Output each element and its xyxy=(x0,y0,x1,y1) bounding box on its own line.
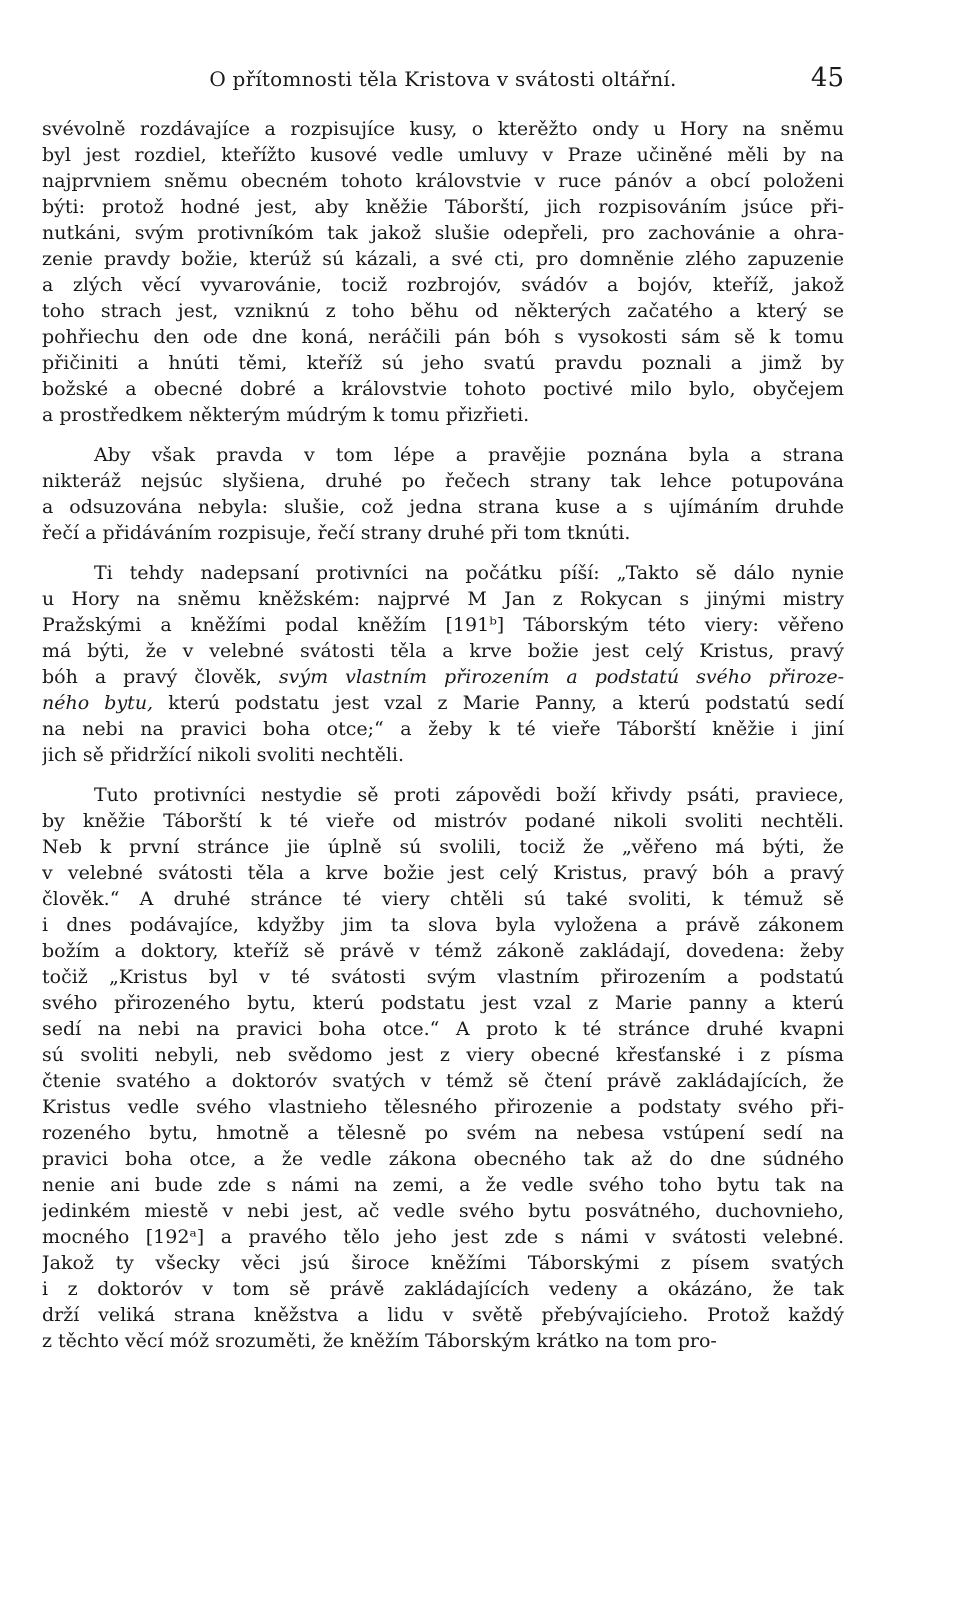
text-line xyxy=(42,376,844,402)
text-segment: býti: protož hodné jest, aby kněžie Táborští, jich rozpisováním jsúce při- xyxy=(42,196,844,218)
text-segment: a prostředkem některým múdrým k tomu přizřieti. xyxy=(42,404,530,426)
text-segment: v velebné svátosti těla a krve božie jest celý Kristus, pravý bóh a pravý xyxy=(42,862,844,884)
text-segment: člověk.“ A druhé stránce té viery chtěli sú také svoliti, k témuž sě xyxy=(42,888,844,910)
text-line xyxy=(42,442,844,468)
text-line xyxy=(42,520,844,546)
text-line xyxy=(42,1328,844,1354)
text-segment: na nebi na pravici boha otce;“ a žeby k té vieře Táborští kněžie i jiní xyxy=(42,718,844,740)
paragraph xyxy=(42,116,844,428)
text-segment: i z doktoróv v tom sě právě zakládajících vedeny a okázáno, že tak xyxy=(42,1278,844,1300)
text-line xyxy=(42,990,844,1016)
page-number: 45 xyxy=(810,63,844,93)
text-segment: toho strach jest, vzniknú z toho běhu od některých začatého a který se xyxy=(42,300,844,322)
text-line xyxy=(42,494,844,520)
text-line xyxy=(42,142,844,168)
text-segment: Kristus vedle svého vlastnieho tělesného přirozenie a podstaty svého při- xyxy=(42,1096,844,1118)
book-page xyxy=(42,0,844,1614)
text-line xyxy=(42,586,844,612)
italic-text: ného bytu, xyxy=(42,692,154,714)
text-segment: sú svoliti nebyli, neb svědomo jest z viery obecné křesťanské i z písma xyxy=(42,1044,844,1066)
text-segment: Tuto protivníci nestydie sě proti zápovědi boží křivdy psáti, praviece, xyxy=(94,784,844,806)
text-line xyxy=(42,912,844,938)
text-segment: a zlých věcí vyvarovánie, tociž rozbrojóv, svádóv a bojóv, kteříž, jakož xyxy=(42,274,844,296)
text-segment: i dnes podávajíce, kdyžby jim ta slova byla vyložena a právě zákonem xyxy=(42,914,844,936)
text-line xyxy=(42,612,844,638)
text-segment: čtenie svatého a doktoróv svatých v témž sě čtení právě zakládajících, že xyxy=(42,1070,844,1092)
text-segment: Neb k první stránce jie úplně sú svolili, tociž že „věřeno má býti, že xyxy=(42,836,844,858)
text-segment: Jakož ty všecky věci jsú široce kněžími Táborskými z písem svatých xyxy=(42,1252,844,1274)
text-line xyxy=(42,168,844,194)
paragraph xyxy=(42,442,844,546)
text-segment: a odsuzována nebyla: slušie, což jedna strana kuse a s ujímáním druhde xyxy=(42,496,844,518)
text-line xyxy=(42,272,844,298)
text-segment: nenie ani bude zde s námi na zemi, a že vedle svého toho bytu tak na xyxy=(42,1174,844,1196)
text-segment: mocného [192ᵃ] a pravého tělo jeho jest zde s námi v svátosti velebné. xyxy=(42,1226,844,1248)
text-segment: nutkáni, svým protivníkóm tak jakož slušie odepřeli, pro zachovánie a ohra- xyxy=(42,222,844,244)
text-segment: kterú podstatu jest vzal z Marie Panny, a kterú podstatú sedí xyxy=(153,692,844,714)
text-segment: božské a obecné dobré a královstvie tohoto poctivé milo bylo, obyčejem xyxy=(42,378,844,400)
text-line xyxy=(42,664,844,690)
text-segment: jedinkém miestě v nebi jest, ač vedle svého bytu posvátného, duchovnieho, xyxy=(42,1200,844,1222)
page-header xyxy=(42,63,844,99)
text-line xyxy=(42,860,844,886)
text-segment: rozeného bytu, hmotně a tělesně po svém na nebesa vstúpení sedí na xyxy=(42,1122,844,1144)
text-line xyxy=(42,1276,844,1302)
text-line xyxy=(42,716,844,742)
text-line xyxy=(42,246,844,272)
text-segment: z těchto věcí móž srozuměti, že kněžím Táborským krátko na tom pro- xyxy=(42,1330,717,1352)
text-line xyxy=(42,1302,844,1328)
text-segment: pohřiechu den ode dne koná, neráčili pán bóh s vysokosti sám sě k tomu xyxy=(42,326,844,348)
text-line xyxy=(42,886,844,912)
text-line xyxy=(42,690,844,716)
text-line xyxy=(42,220,844,246)
text-segment: přičiniti a hnúti těmi, kteříž sú jeho svatú pravdu poznali a jimž by xyxy=(42,352,844,374)
text-line xyxy=(42,1094,844,1120)
paragraph xyxy=(42,782,844,1354)
paragraph xyxy=(42,560,844,768)
text-segment: drží veliká strana kněžstva a lidu v světě přebývajícieho. Protož každý xyxy=(42,1304,844,1326)
text-line xyxy=(42,468,844,494)
text-segment: točiž „Kristus byl v té svátosti svým vlastním přirozením a podstatú xyxy=(42,966,844,988)
text-segment: Aby však pravda v tom lépe a pravějie poznána byla a strana xyxy=(94,444,844,466)
text-line xyxy=(42,560,844,586)
text-line xyxy=(42,1172,844,1198)
body-text xyxy=(42,116,844,1368)
text-segment: sedí na nebi na pravici boha otce.“ A proto k té stránce druhé kvapni xyxy=(42,1018,844,1040)
text-segment: u Hory na sněmu kněžském: najprvé M Jan z Rokycan s jinými mistry xyxy=(42,588,844,610)
text-line xyxy=(42,1016,844,1042)
text-line xyxy=(42,350,844,376)
text-line xyxy=(42,638,844,664)
text-line xyxy=(42,116,844,142)
text-segment: Pražskými a kněžími podal kněžím [191ᵇ] Táborským této viery: věřeno xyxy=(42,614,844,636)
text-line xyxy=(42,808,844,834)
italic-text: svým vlastním přirozením a podstatú svého přiroze- xyxy=(278,666,844,688)
text-segment: božím a doktory, kteříž sě právě v témž zákoně zakládají, dovedena: žeby xyxy=(42,940,844,962)
text-segment: by kněžie Táborští k té vieře od mistróv podané nikoli svoliti nechtěli. xyxy=(42,810,844,832)
text-line xyxy=(42,1146,844,1172)
text-line xyxy=(42,1120,844,1146)
text-segment: bóh a pravý člověk, xyxy=(42,666,279,688)
text-segment: nikteráž nejsúc slyšiena, druhé po řečech strany tak lehce potupována xyxy=(42,470,844,492)
text-segment: má býti, že v velebné svátosti těla a krve božie jest celý Kristus, pravý xyxy=(42,640,844,662)
text-line xyxy=(42,1250,844,1276)
text-line xyxy=(42,1224,844,1250)
text-line xyxy=(42,194,844,220)
text-segment: zenie pravdy božie, kterúž sú kázali, a své cti, pro domněnie zlého zapuzenie xyxy=(42,248,844,270)
text-line xyxy=(42,834,844,860)
text-segment: Ti tehdy nadepsaní protivníci na počátku píší: „Takto sě dálo nynie xyxy=(94,562,844,584)
running-head: O přítomnosti těla Kristova v svátosti oltářní. xyxy=(209,67,677,91)
text-line xyxy=(42,1198,844,1224)
text-segment: najprvniem sněmu obecném tohoto královstvie v ruce pánóv a obcí položeni xyxy=(42,170,844,192)
text-segment: svévolně rozdávajíce a rozpisujíce kusy, o kterěžto ondy u Hory na sněmu xyxy=(42,118,844,140)
text-line xyxy=(42,938,844,964)
text-line xyxy=(42,402,844,428)
text-line xyxy=(42,742,844,768)
text-line xyxy=(42,298,844,324)
text-line xyxy=(42,782,844,808)
text-line xyxy=(42,1068,844,1094)
text-segment: řečí a přidáváním rozpisuje, řečí strany druhé při tom tknúti. xyxy=(42,522,631,544)
text-segment: byl jest rozdiel, kteřížto kusové vedle umluvy v Praze učiněné měli by na xyxy=(42,144,844,166)
text-line xyxy=(42,964,844,990)
text-segment: pravici boha otce, a že vedle zákona obecného tak až do dne súdného xyxy=(42,1148,844,1170)
text-line xyxy=(42,324,844,350)
text-segment: jich sě přidržící nikoli svoliti nechtěli. xyxy=(42,744,405,766)
text-segment: svého přirozeného bytu, kterú podstatu jest vzal z Marie panny a kterú xyxy=(42,992,844,1014)
text-line xyxy=(42,1042,844,1068)
